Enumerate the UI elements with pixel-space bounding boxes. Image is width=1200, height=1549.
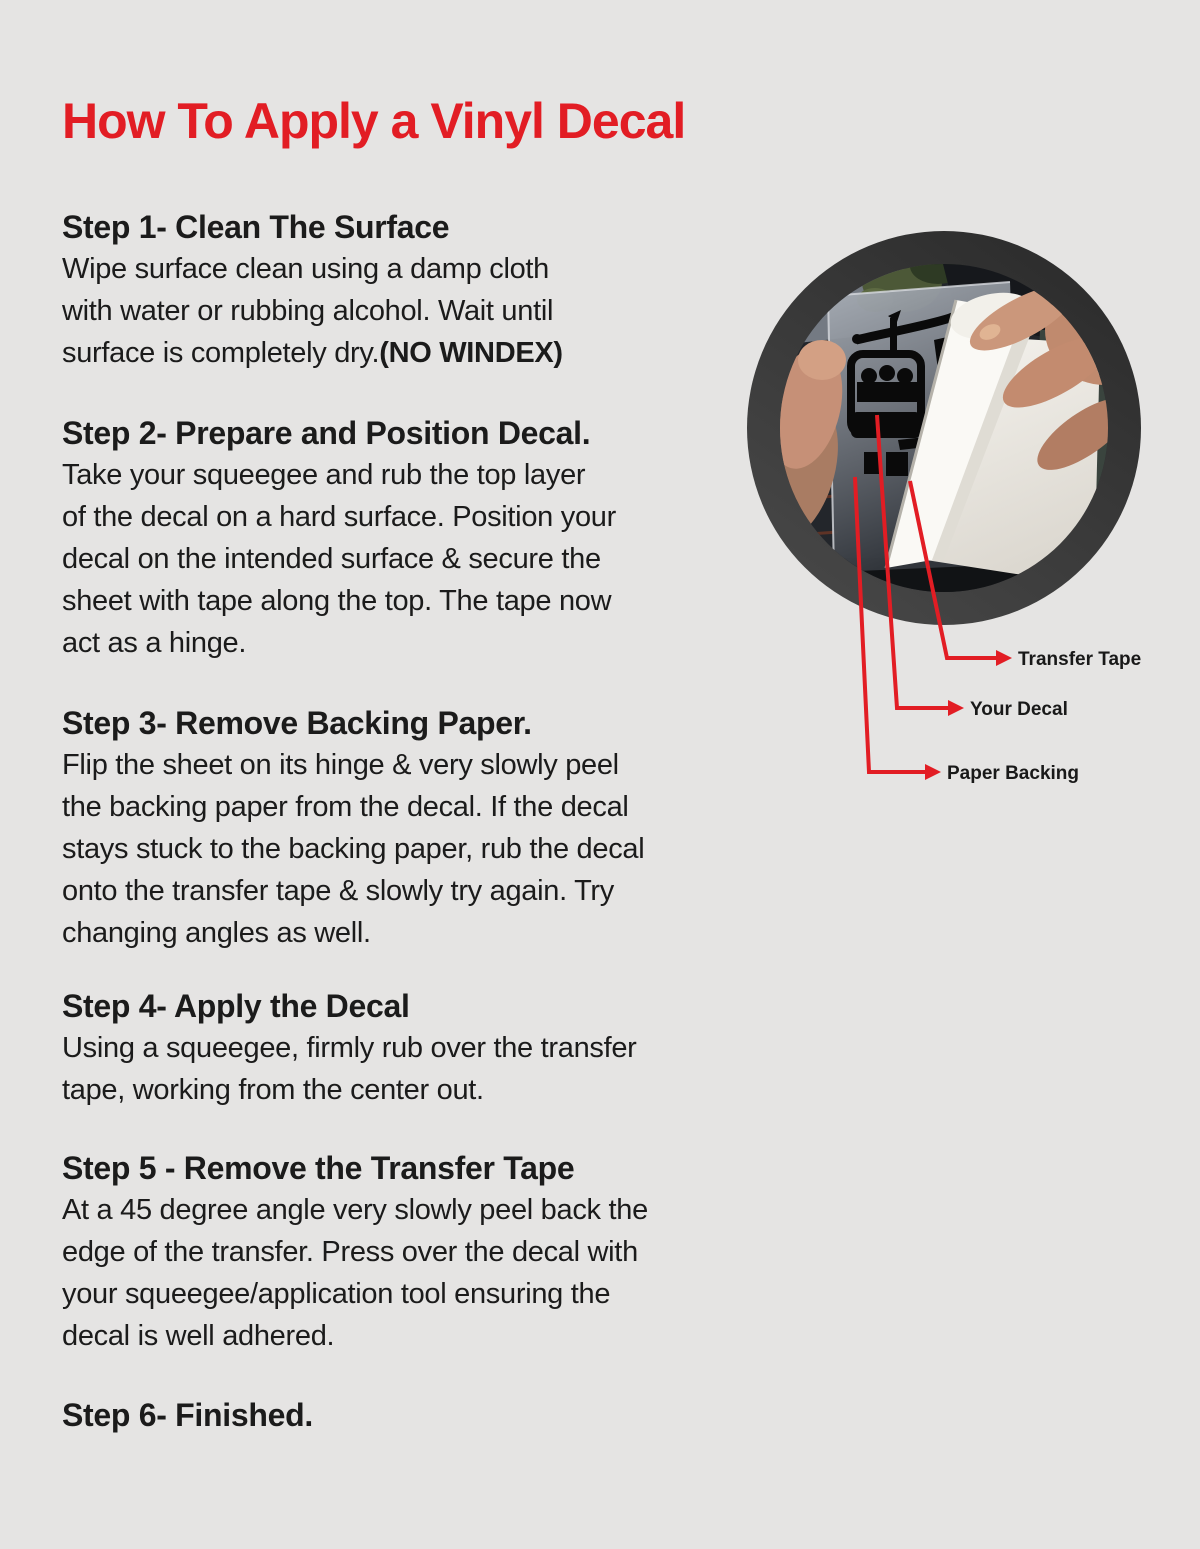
callout-labels [947, 649, 1141, 784]
label-transfer-tape: Transfer Tape [1018, 649, 1142, 670]
step-2-line: act as a hinge. [62, 627, 247, 659]
step-1-line-text: surface is completely dry. [62, 337, 380, 369]
arrow-line-your-decal [877, 415, 948, 708]
step-1 [62, 206, 792, 374]
photo-foliage [857, 288, 893, 312]
step-2-line: sheet with tape along the top. The tape now [62, 585, 612, 617]
step-2-heading: Step 2- Prepare and Position Decal. [62, 415, 591, 451]
photo-sky [780, 262, 905, 345]
chairlift-decal-graphic [851, 298, 1004, 476]
photo-dark-area [940, 252, 1112, 352]
step-5 [62, 1147, 792, 1357]
step-3-heading: Step 3- Remove Backing Paper. [62, 705, 532, 741]
step-5-line: edge of the transfer. Press over the decal with [62, 1236, 638, 1268]
arrowhead-icon [996, 650, 1012, 666]
backing-paper-flat [926, 334, 1100, 586]
step-3-line: Flip the sheet on its hinge & very slowly peel [62, 749, 619, 781]
callout-lines [855, 415, 996, 772]
step-3 [62, 702, 792, 954]
step-6 [62, 1394, 792, 1436]
photo-foliage [862, 252, 942, 312]
page-title: How To Apply a Vinyl Decal [62, 93, 686, 149]
arrowhead-icon [925, 764, 941, 780]
photo-background [770, 250, 1130, 610]
peel-edge-shadow [886, 300, 956, 568]
step-1-heading: Step 1- Clean The Surface [62, 209, 450, 245]
photo-dark-area [1030, 330, 1112, 562]
figure-circle-ring [747, 231, 1141, 625]
backing-paper-fold-shadow [930, 310, 1036, 560]
step-5-line: decal is well adhered. [62, 1320, 335, 1352]
decal-sheet [828, 282, 1020, 572]
no-windex-warning: (NO WINDEX) [379, 337, 563, 369]
photo-shadow-band [778, 558, 1112, 606]
decal-sheet-edge [828, 282, 1010, 572]
step-1-line: with water or rubbing alcohol. Wait until [62, 295, 554, 327]
arrow-line-transfer-tape [910, 481, 996, 658]
step-3-line: changing angles as well. [62, 917, 371, 949]
step-3-line: onto the transfer tape & slowly try again. Try [62, 875, 614, 907]
step-4-heading: Step 4- Apply the Decal [62, 988, 410, 1024]
backing-paper-peel [886, 300, 1024, 568]
label-paper-backing: Paper Backing [947, 763, 1079, 784]
step-6-heading: Step 6- Finished. [62, 1397, 313, 1433]
step-1-line: Wipe surface clean using a damp cloth [62, 253, 549, 285]
paper-corner [946, 286, 1037, 347]
right-hand [961, 273, 1165, 483]
step-4-line: tape, working from the center out. [62, 1074, 484, 1106]
step-3-line: the backing paper from the decal. If the decal [62, 791, 629, 823]
step-5-line: your squeegee/application tool ensuring the [62, 1278, 611, 1310]
label-your-decal: Your Decal [970, 699, 1068, 720]
window-defroster-lines [780, 492, 1106, 568]
step-4-line: Using a squeegee, firmly rub over the transfer [62, 1032, 637, 1064]
step-2-line: decal on the intended surface & secure the [62, 543, 601, 575]
step-3-line: stays stuck to the backing paper, rub the decal [62, 833, 645, 865]
step-2 [62, 412, 792, 664]
arrow-line-paper-backing [855, 477, 925, 772]
step-5-line: At a 45 degree angle very slowly peel back the [62, 1194, 648, 1226]
arrowhead-icon [948, 700, 964, 716]
callout-arrowheads [925, 650, 1012, 780]
step-2-line: Take your squeegee and rub the top layer [62, 459, 586, 491]
step-5-heading: Step 5 - Remove the Transfer Tape [62, 1150, 575, 1186]
step-1-line [62, 332, 792, 374]
photo-foliage [910, 248, 966, 284]
step-2-line: of the decal on a hard surface. Position your [62, 501, 616, 533]
step-4 [62, 985, 792, 1111]
